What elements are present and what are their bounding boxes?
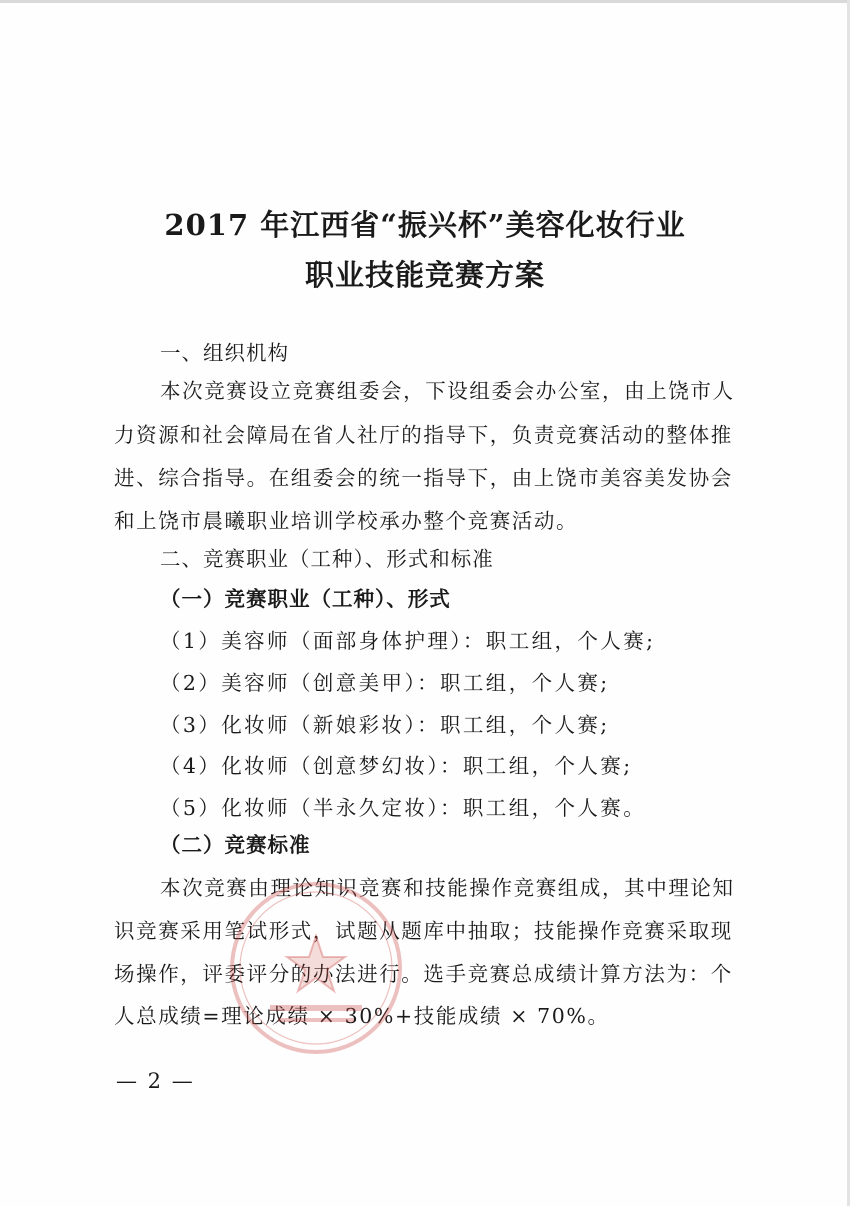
- paragraph-line: 场操作，评委评分的办法进行。选手竞赛总成绩计算方法为：个: [114, 962, 733, 986]
- paragraph-line: 本次竞赛由理论知识竞赛和技能操作竞赛组成，其中理论知: [160, 876, 735, 900]
- paragraph-line: 识竞赛采用笔试形式，试题从题库中抽取；技能操作竞赛采取现: [114, 919, 733, 943]
- page-number: — 2 —: [116, 1069, 195, 1093]
- official-seal-stamp: [228, 880, 404, 1056]
- paragraph-line: 人总成绩=理论成绩 × 30%+技能成绩 × 70%。: [114, 1004, 610, 1028]
- subsection-heading-2: （二）竞赛标准: [160, 833, 311, 857]
- document-title-line-2: 职业技能竞赛方案: [304, 258, 545, 292]
- paragraph-line: 和上饶市晨曦职业培训学校承办整个竞赛活动。: [114, 509, 579, 533]
- paragraph-line: 力资源和社会障局在省人社厅的指导下，负责竞赛活动的整体推: [114, 423, 733, 447]
- subsection-heading-1: （一）竞赛职业（工种）、形式: [160, 587, 451, 611]
- document-title-line-1: 2017 年江西省“振兴杯”美容化妆行业: [164, 208, 686, 242]
- list-item: （5）化妆师（半永久定妆）：职工组，个人赛。: [160, 796, 647, 820]
- list-item: （4）化妆师（创意梦幻妆）：职工组，个人赛;: [160, 754, 633, 778]
- list-item: （1）美容师（面部身体护理）：职工组，个人赛;: [160, 629, 656, 653]
- section-1-heading: 一、组织机构: [160, 341, 289, 365]
- paragraph-line: 本次竞赛设立竞赛组委会，下设组委会办公室，由上饶市人: [160, 379, 735, 403]
- scan-edge: [0, 0, 850, 3]
- paragraph-line: 进、综合指导。在组委会的统一指导下，由上饶市美容美发协会: [114, 466, 733, 490]
- section-2-heading: 二、竞赛职业（工种）、形式和标准: [160, 547, 494, 571]
- list-item: （3）化妆师（新娘彩妆）：职工组，个人赛;: [160, 713, 610, 737]
- list-item: （2）美容师（创意美甲）：职工组，个人赛;: [160, 671, 610, 695]
